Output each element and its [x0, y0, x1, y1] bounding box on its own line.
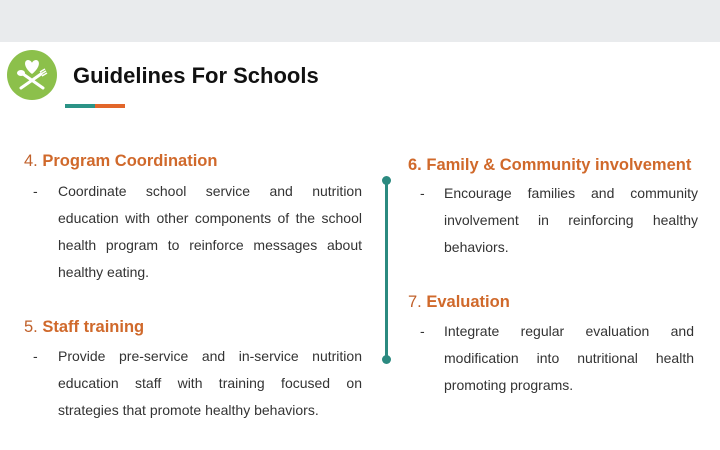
divider-dot-bottom — [382, 355, 391, 364]
section-heading-family-community: 6. Family & Community involvement — [408, 156, 692, 174]
section-heading-program-coordination: 4. Program Coordination — [24, 152, 218, 170]
page-title: Guidelines For Schools — [73, 63, 319, 88]
bullet: - — [420, 323, 425, 339]
section-text-staff-training: Provide pre-service and in-service nutrition education staff with training focused on strategies that promote healthy behaviors. — [58, 348, 362, 418]
bullet: - — [33, 348, 38, 364]
heart-spoon-fork-icon — [7, 50, 57, 100]
section-text-family-community: Encourage families and community involvement in reinforcing healthy behaviors. — [444, 185, 698, 255]
section-heading-staff-training: 5. Staff training — [24, 318, 145, 336]
divider-line — [385, 180, 388, 360]
title-underline-orange — [95, 104, 125, 108]
bullet: - — [33, 183, 38, 199]
title-underline-teal — [65, 104, 95, 108]
section-heading-evaluation: 7. Evaluation — [408, 293, 510, 311]
bullet: - — [420, 185, 425, 201]
section-text-program-coordination: Coordinate school service and nutrition education with other components of the school health program to reinforce messages about healthy eating. — [58, 183, 362, 280]
top-bar — [0, 0, 720, 42]
divider-dot-top — [382, 176, 391, 185]
section-text-evaluation: Integrate regular evaluation and modification into nutritional health promoting programs. — [444, 323, 694, 393]
